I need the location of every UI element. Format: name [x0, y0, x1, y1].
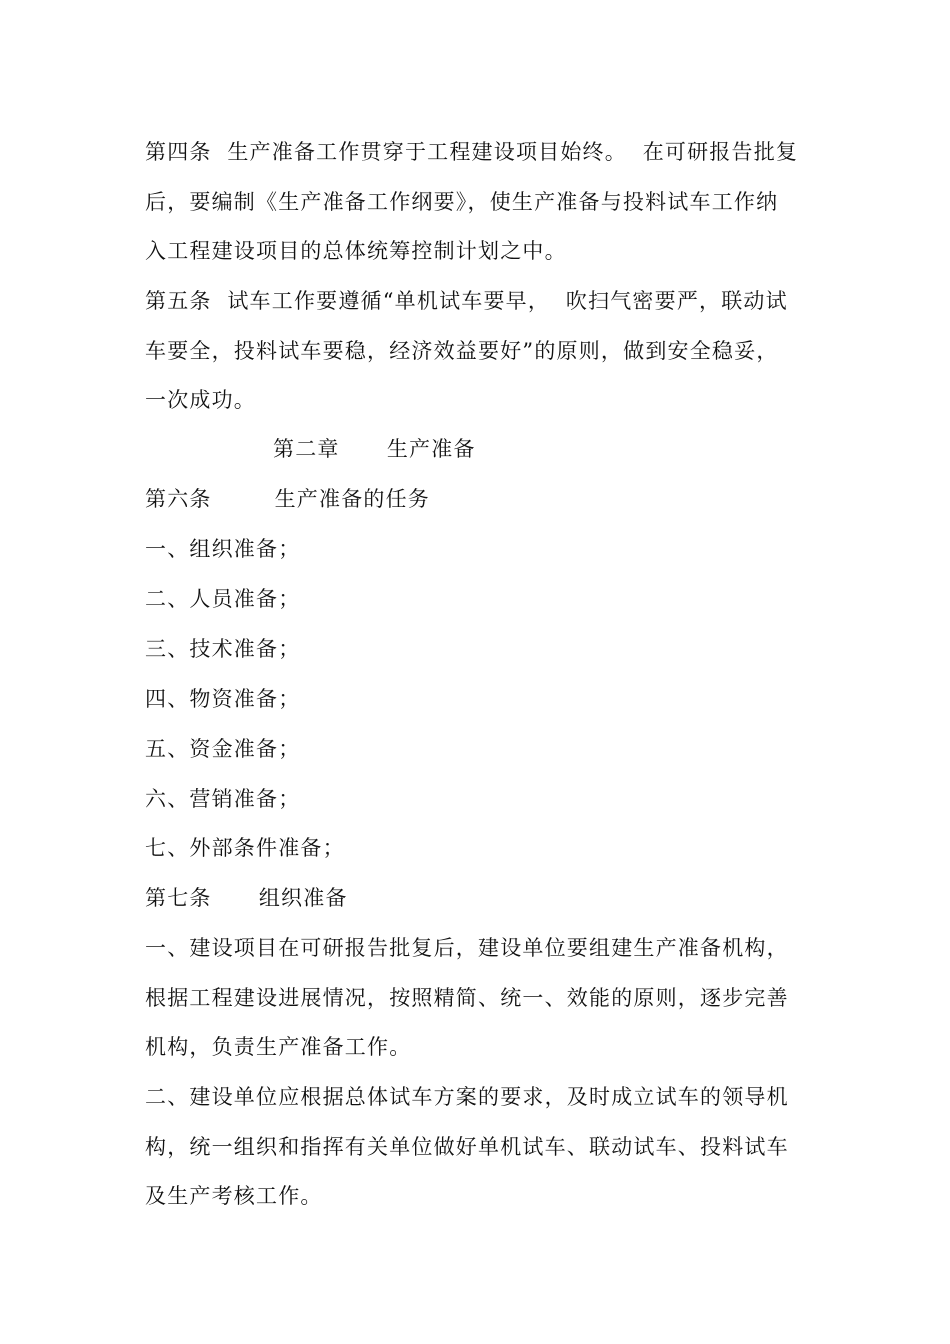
- article-5-line-1: 第五条 试车工作要遵循“单机试车要早， 吹扫气密要严，联动试: [145, 289, 788, 313]
- chapter-heading: 第二章 生产准备: [273, 437, 476, 461]
- article-7-item-1-line-1: 一、建设项目在可研报告批复后，建设单位要组建生产准备机构，: [145, 936, 789, 960]
- list-item-technical: 三、技术准备；: [145, 637, 301, 661]
- article-6-heading: 第六条 生产准备的任务: [145, 487, 431, 511]
- article-5-line-3: 一次成功。: [145, 388, 256, 412]
- article-7-heading: 第七条 组织准备: [145, 886, 348, 910]
- list-item-funds: 五、资金准备；: [145, 737, 301, 761]
- article-7-item-2-line-2: 构，统一组织和指挥有关单位做好单机试车、联动试车、投料试车: [145, 1135, 789, 1159]
- article-7-item-1-line-2: 根据工程建设进展情况，按照精简、统一、效能的原则，逐步完善: [145, 986, 789, 1010]
- article-7-item-2-line-3: 及生产考核工作。: [145, 1184, 323, 1208]
- article-4-line-2: 后，要编制《生产准备工作纲要》，使生产准备与投料试车工作纳: [145, 190, 779, 214]
- list-item-marketing: 六、营销准备；: [145, 787, 301, 811]
- article-4-line-1: 第四条 生产准备工作贯穿于工程建设项目始终。 在可研报告批复: [145, 140, 799, 164]
- article-7-item-1-line-3: 机构，负责生产准备工作。: [145, 1035, 412, 1059]
- list-item-external-conditions: 七、外部条件准备；: [145, 836, 345, 860]
- article-4-line-3: 入工程建设项目的总体统筹控制计划之中。: [145, 239, 567, 263]
- list-item-materials: 四、物资准备；: [145, 687, 301, 711]
- list-item-personnel: 二、人员准备；: [145, 587, 301, 611]
- list-item-organization: 一、组织准备；: [145, 537, 301, 561]
- article-5-line-2: 车要全，投料试车要稳，经济效益要好”的原则，做到安全稳妥，: [145, 339, 779, 363]
- article-7-item-2-line-1: 二、建设单位应根据总体试车方案的要求，及时成立试车的领导机: [145, 1085, 789, 1109]
